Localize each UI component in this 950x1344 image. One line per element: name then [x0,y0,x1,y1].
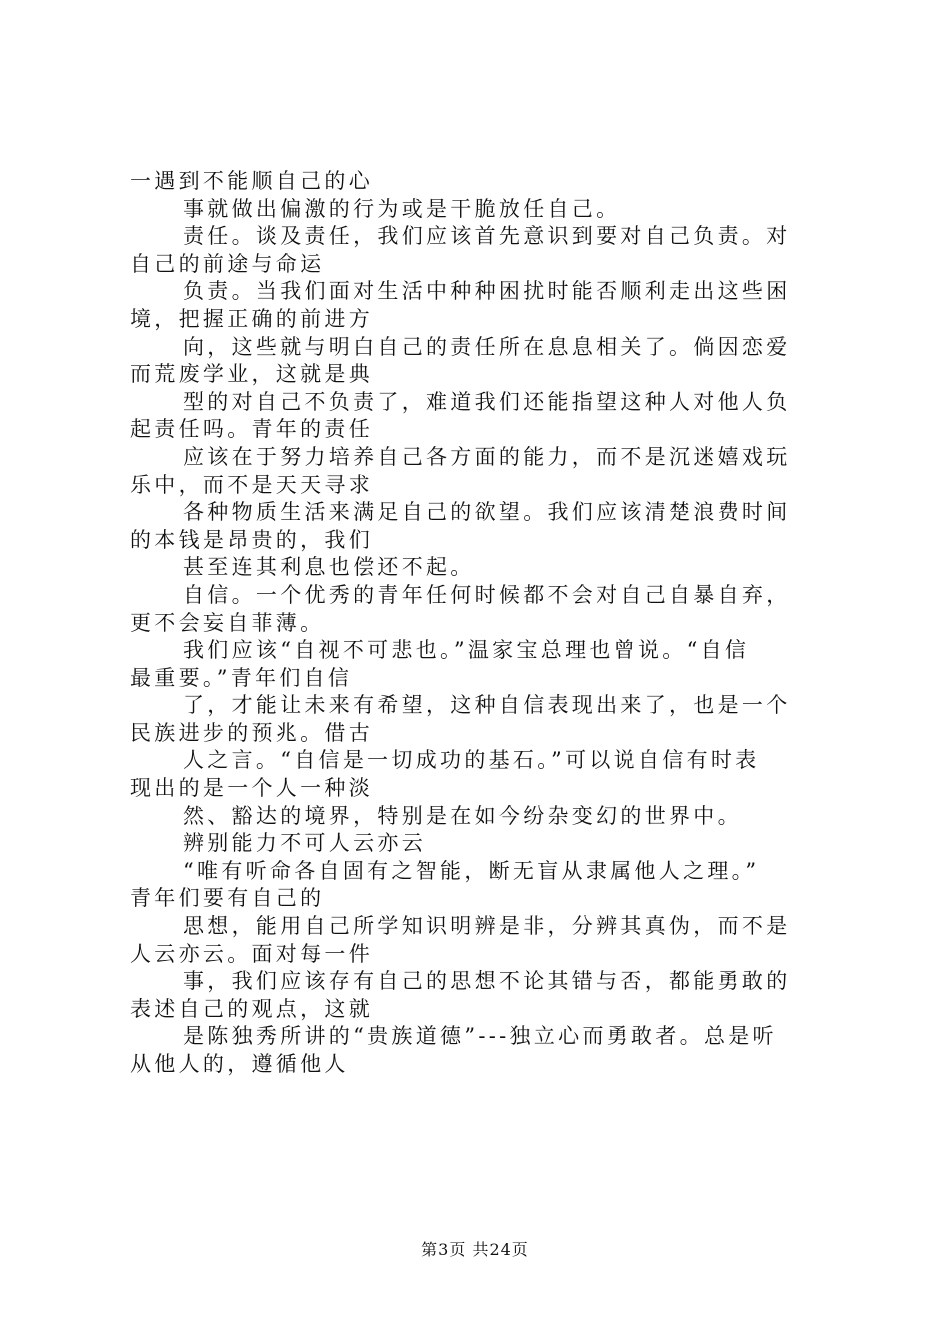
text-line: 青年们要有自己的 [130,886,325,911]
text-line: 型的对自己不负责了，难道我们还能指望这种人对他人负 [183,389,791,414]
text-line: “唯有听命各自固有之智能，断无盲从隶属他人之理。” [183,858,760,883]
text-line: 了，才能让未来有希望，这种自信表现出来了，也是一个 [183,693,791,718]
text-line: 向，这些就与明白自己的责任所在息息相关了。倘因恋爱 [183,334,791,359]
text-line: 民族进步的预兆。借古 [130,720,373,745]
text-line: 的本钱是昂贵的，我们 [130,527,373,552]
text-line: 事就做出偏激的行为或是干脆放任自己。 [183,196,621,221]
text-line: 责任。谈及责任，我们应该首先意识到要对自己负责。对 [183,224,791,249]
text-line: 我们应该“自视不可悲也。”温家宝总理也曾说。“自信 [183,638,750,663]
text-line: 负责。当我们面对生活中种种困扰时能否顺利走出这些困 [183,279,791,304]
text-line: 事，我们应该存有自己的思想不论其错与否，都能勇敢的 [183,969,791,994]
text-line: 境，把握正确的前进方 [130,306,373,331]
text-line: 甚至连其利息也偿还不起。 [183,555,475,580]
text-line: 一遇到不能顺自己的心 [130,169,373,193]
text-line: 从他人的，遵循他人 [130,1052,349,1076]
text-line: 最重要。”青年们自信 [130,665,353,690]
text-line: 然、豁达的境界，特别是在如今纷杂变幻的世界中。 [183,803,742,828]
text-line: 辨别能力不可人云亦云 [183,831,426,856]
page-footer: 第3页 共24页 [421,1240,529,1259]
text-line: 更不会妄自菲薄。 [130,610,325,635]
text-line: 人云亦云。面对每一件 [130,941,373,966]
text-line: 起责任吗。青年的责任 [130,417,373,442]
text-line: 而荒废学业，这就是典 [130,362,373,387]
text-line: 乐中，而不是天天寻求 [130,472,373,497]
text-line: 现出的是一个人一种淡 [130,776,373,801]
text-line: 是陈独秀所讲的“贵族道德”---独立心而勇敢者。总是听 [183,1024,777,1049]
text-line: 自己的前途与命运 [130,251,325,276]
document-body [130,168,840,1079]
text-line: 应该在于努力培养自己各方面的能力，而不是沉迷嬉戏玩 [183,444,791,469]
text-line: 表述自己的观点，这就 [130,996,373,1021]
text-line: 各种物质生活来满足自己的欲望。我们应该清楚浪费时间 [183,500,791,525]
text-line: 思想，能用自己所学知识明辨是非，分辨其真伪，而不是 [183,914,791,939]
text-line: 人之言。“自信是一切成功的基石。”可以说自信有时表 [183,748,760,773]
text-line: 自信。一个优秀的青年任何时候都不会对自己自暴自弃， [183,582,791,607]
